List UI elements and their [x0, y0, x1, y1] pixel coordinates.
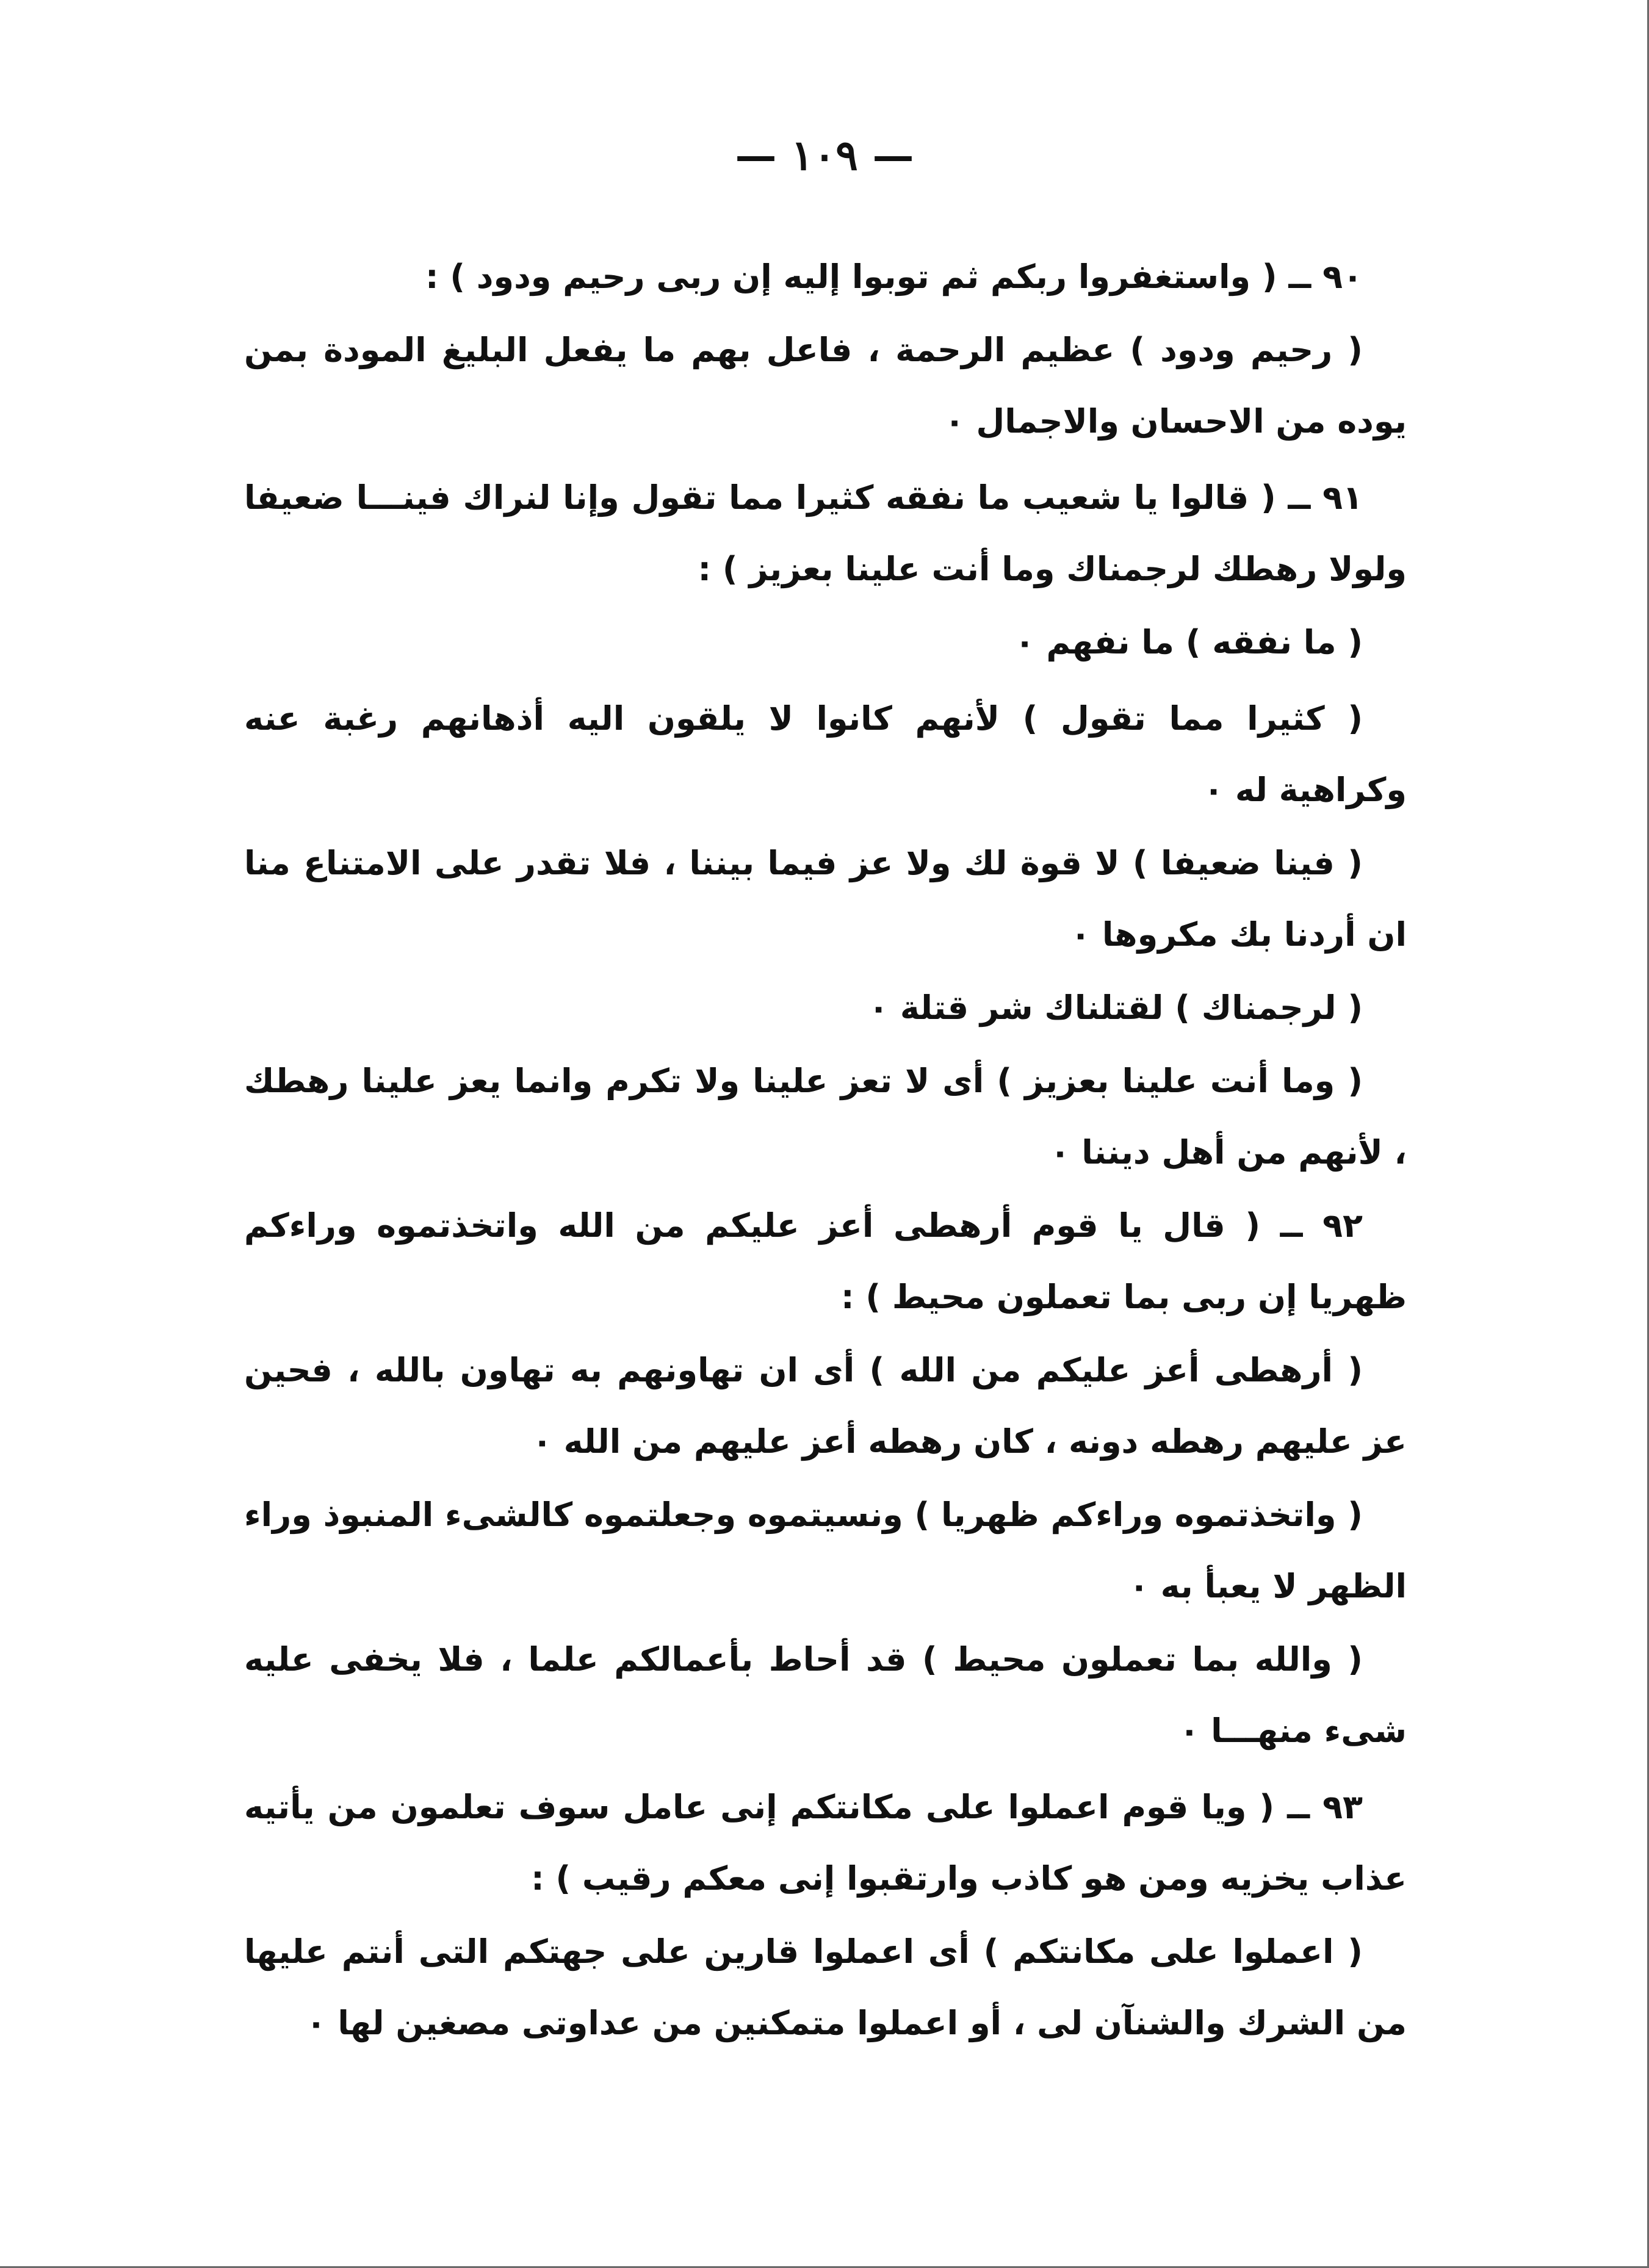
verse-92-commentary-3: ( والله بما تعملون محيط ) قد أحاط بأعمالكم علما ، فلا يخفى عليه شىء منهـــا ٠ — [244, 1640, 1407, 1750]
verse-91-commentary-5: ( وما أنت علينا بعزيز ) أى لا تعز علينا ولا تكرم وانما يعز علينا رهطك ، لأنهم من أهل ديننا ٠ — [244, 1062, 1407, 1172]
verse-92-heading: ٩٢ ــ ( قال يا قوم أرهطى أعز عليكم من الله واتخذتموه وراءكم ظهريا إن ربى بما تعملون محيط ) : — [244, 1206, 1407, 1316]
verse-92-commentary-2: ( واتخذتموه وراءكم ظهريا ) ونسيتموه وجعلتموه كالشىء المنبوذ وراء الظهر لا يعبأ به ٠ — [244, 1496, 1407, 1605]
page-text-body — [244, 241, 1407, 2061]
page-number: — ١٠٩ — — [735, 131, 914, 180]
verse-91-commentary-2: ( كثيرا مما تقول ) لأنهم كانوا لا يلقون اليه أذهانهم رغبة عنه وكراهية له ٠ — [244, 699, 1407, 809]
verse-90-heading: ٩٠ ــ ( واستغفروا ربكم ثم توبوا إليه إن ربى رحيم ودود ) : — [425, 257, 1363, 296]
verse-90-commentary: ( رحيم ودود ) عظيم الرحمة ، فاعل بهم ما يفعل البليغ المودة بمن يوده من الاحسان والاجمال ٠ — [244, 331, 1407, 441]
verse-93-heading: ٩٣ ــ ( ويا قوم اعملوا على مكانتكم إنى عامل سوف تعلمون من يأتيه عذاب يخزيه ومن هو كاذب وارتقبوا إنى معكم رقيب ) : — [244, 1788, 1407, 1898]
verse-93-commentary: ( اعملوا على مكانتكم ) أى اعملوا قارين على جهتكم التى أنتم عليها من الشرك والشنآن لى ، أو اعملوا متمكنين من عداوتى مصغين لها ٠ — [244, 1932, 1407, 2042]
verse-91-heading: ٩١ ــ ( قالوا يا شعيب ما نفقه كثيرا مما تقول وإنا لنراك فينـــا ضعيفا ولولا رهطك لرجمناك وما أنت علينا بعزيز ) : — [244, 478, 1407, 588]
verse-91-commentary-3: ( فينا ضعيفا ) لا قوة لك ولا عز فيما بيننا ، فلا تقدر على الامتناع منا ان أردنا بك مكروها ٠ — [244, 844, 1407, 954]
verse-91-commentary-1: ( ما نفقه ) ما نفهم ٠ — [1014, 623, 1363, 661]
verse-92-commentary-1: ( أرهطى أعز عليكم من الله ) أى ان تهاونهم به تهاون بالله ، فحين عز عليهم رهطه دونه ، كان رهطه أعز عليهم من الله ٠ — [244, 1351, 1407, 1461]
verse-91-commentary-4: ( لرجمناك ) لقتلناك شر قتلة ٠ — [868, 988, 1363, 1027]
